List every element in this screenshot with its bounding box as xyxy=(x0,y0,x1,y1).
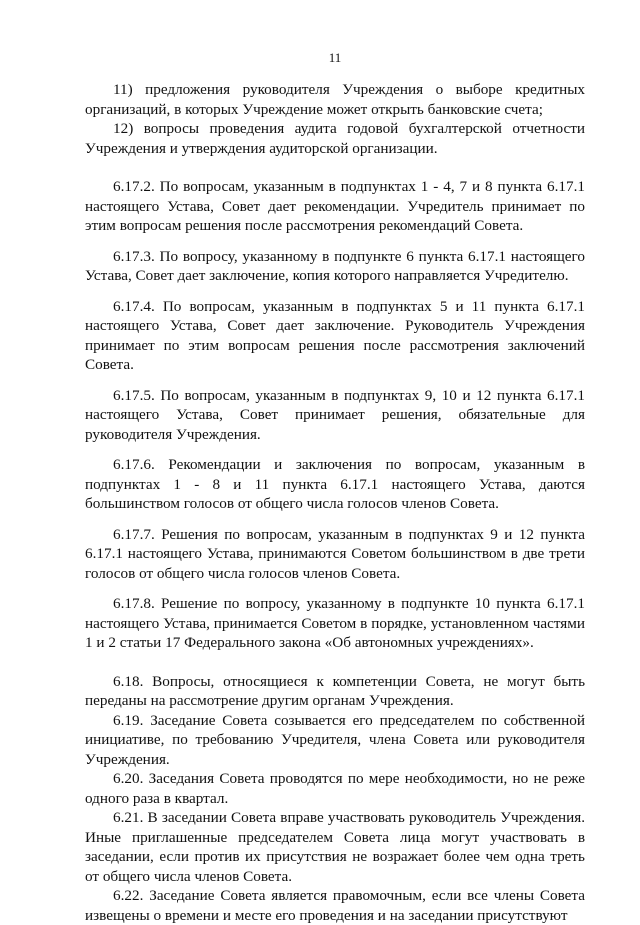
paragraph-6-17-3: 6.17.3. По вопросу, указанному в подпункте 6 пункта 6.17.1 настоящего Устава, Совет дает заключение, копия которого направляется Учредителю. xyxy=(85,247,585,284)
paragraph-6-17-7: 6.17.7. Решения по вопросам, указанным в подпунктах 9 и 12 пункта 6.17.1 настоящего Устава, принимаются Советом большинством в две трети голосов от общего числа голосов членов Совета. xyxy=(85,525,585,582)
paragraph-6-22: 6.22. Заседание Совета является правомочным, если все члены Совета извещены о времени и месте его проведения и на заседании присутствуют xyxy=(85,887,585,924)
paragraph-6-17-6: 6.17.6. Рекомендации и заключения по вопросам, указанным в подпунктах 1 - 8 и 11 пункта 6.17.1 настоящего Устава, даются большинством голосов от общего числа голосов членов Совета. xyxy=(85,456,585,512)
paragraph-6-17-4: 6.17.4. По вопросам, указанным в подпунктах 5 и 11 пункта 6.17.1 настоящего Устава, Совет дает заключение. Руководитель Учреждения принимает по этим вопросам решения после рассмотрения заключений Совета. xyxy=(85,297,585,373)
page-number: 11 xyxy=(328,50,342,65)
paragraph-6-21: 6.21. В заседании Совета вправе участвовать руководитель Учреждения. Иные приглашенные председателем Совета лица могут участвовать в заседании, если против их присутствия не возражает более чем одна треть от общего числа членов Совета. xyxy=(85,809,585,885)
paragraph-6-18: 6.18. Вопросы, относящиеся к компетенции Совета, не могут быть переданы на рассмотрение другим органам Учреждения. xyxy=(85,672,585,709)
paragraph-6-17-8: 6.17.8. Решение по вопросу, указанному в подпункте 10 пункта 6.17.1 настоящего Устава, принимается Советом в порядке, установленном частями 1 и 2 статьи 17 Федерального закона «Об автономных учреждениях». xyxy=(85,595,585,651)
paragraph-6-17-2: 6.17.2. По вопросам, указанным в подпунктах 1 - 4, 7 и 8 пункта 6.17.1 настоящего Устава, Совет дает рекомендации. Учредитель принимает по этим вопросам решения после рассмотрения рекомендаций Совета. xyxy=(85,178,585,234)
paragraph-11: 11) предложения руководителя Учреждения о выборе кредитных организаций, в которых Учреждение может открыть банковские счета; xyxy=(85,81,585,118)
paragraph-6-20: 6.20. Заседания Совета проводятся по мере необходимости, но не реже одного раза в квартал. xyxy=(85,770,585,807)
paragraph-6-17-5: 6.17.5. По вопросам, указанным в подпунктах 9, 10 и 12 пункта 6.17.1 настоящего Устава, Совет принимает решения, обязательные для руководителя Учреждения. xyxy=(85,386,585,443)
paragraph-6-19: 6.19. Заседание Совета созывается его председателем по собственной инициативе, по требованию Учредителя, члена Совета или руководителя Учреждения. xyxy=(85,711,585,768)
paragraph-12: 12) вопросы проведения аудита годовой бухгалтерской отчетности Учреждения и утверждения аудиторской организации. xyxy=(85,120,585,157)
